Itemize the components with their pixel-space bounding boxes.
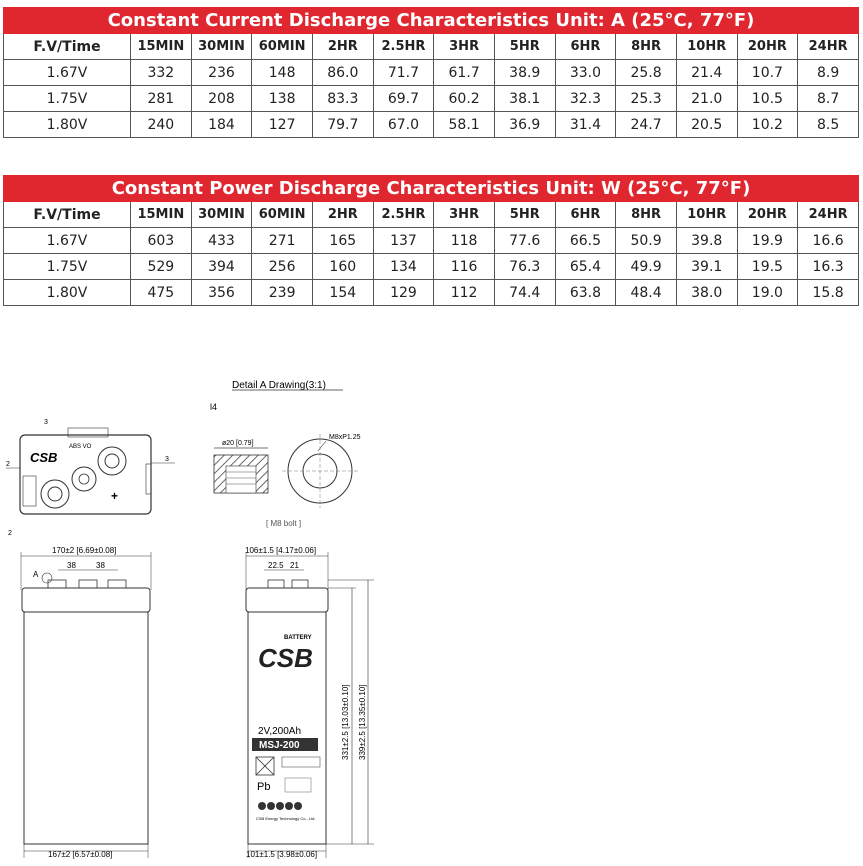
side-gap-1: 22.5 [268,561,284,570]
cell: 86.0 [312,60,373,86]
maker-label: CSB Energy Technology Co., Ltd. [256,816,316,821]
cell: 61.7 [434,60,495,86]
cell: 25.3 [616,86,677,112]
table-row [4,112,859,138]
cell: 20.5 [676,112,737,138]
cell: 77.6 [494,228,555,254]
rating-label: 2V,200Ah [258,726,302,737]
table-row [4,228,859,254]
top-dim-top: 3 [44,419,48,426]
cell: 1.67V [4,228,131,254]
top-view [6,419,175,537]
column-header: 3HR [434,34,495,60]
cell: 134 [373,254,434,280]
cell: 71.7 [373,60,434,86]
table-row [4,254,859,280]
cell: 21.0 [676,86,737,112]
column-header: F.V/Time [4,202,131,228]
cell: 1.80V [4,280,131,306]
column-header: 60MIN [252,202,313,228]
cell: 118 [434,228,495,254]
front-view [21,546,151,859]
cell: 129 [373,280,434,306]
front-ref-a: A [33,570,39,579]
column-header: 24HR [798,34,859,60]
power-discharge-table [3,175,859,306]
height-label-1: 331±2.5 [13.03±0.10] [341,684,350,760]
csb-logo-top: CSB [30,450,58,465]
column-header: 20HR [737,202,798,228]
side-width-top: 106±1.5 [4.17±0.06] [245,546,317,555]
header-row [4,34,859,60]
cell: 529 [131,254,192,280]
front-gap-2: 38 [96,561,105,570]
cell: 256 [252,254,313,280]
cell: 154 [312,280,373,306]
cell: 19.9 [737,228,798,254]
side-width-bottom: 101±1.5 [3.98±0.06] [246,850,318,859]
model-label: MSJ-200 [259,740,300,751]
cell: 332 [131,60,192,86]
top-dim-right: 3 [165,456,169,463]
column-header: 6HR [555,34,616,60]
column-header: 15MIN [131,34,192,60]
cell: 67.0 [373,112,434,138]
cell: 32.3 [555,86,616,112]
column-header: 15MIN [131,202,192,228]
column-header: 30MIN [191,202,252,228]
cell: 394 [191,254,252,280]
cell: 356 [191,280,252,306]
table-row [4,86,859,112]
thread-label: M8xP1.25 [329,434,361,441]
column-header: 2.5HR [373,202,434,228]
cell: 31.4 [555,112,616,138]
cell: 38.1 [494,86,555,112]
column-header: 24HR [798,202,859,228]
cell: 1.75V [4,254,131,280]
column-header: 10HR [676,34,737,60]
cell: 19.5 [737,254,798,280]
cell: 39.8 [676,228,737,254]
table-row [4,280,859,306]
front-width-top: 170±2 [6.69±0.08] [52,546,117,555]
column-header: 2HR [312,34,373,60]
top-dim-left: 2 [6,461,10,468]
side-view [245,546,374,859]
cell: 127 [252,112,313,138]
cell: 63.8 [555,280,616,306]
column-header: 8HR [616,202,677,228]
table-title: Constant Power Discharge Characteristics Unit: W (25°C, 77°F) [4,176,859,202]
cell: 137 [373,228,434,254]
pb-label: Pb [257,781,271,793]
cell: 10.2 [737,112,798,138]
cell: 83.3 [312,86,373,112]
column-header: 30MIN [191,34,252,60]
column-header: F.V/Time [4,34,131,60]
cell: 36.9 [494,112,555,138]
cell: 39.1 [676,254,737,280]
cell: 10.7 [737,60,798,86]
column-header: 6HR [555,202,616,228]
column-header: 8HR [616,34,677,60]
battery-word: BATTERY [284,635,312,641]
cell: 271 [252,228,313,254]
cell: 165 [312,228,373,254]
cell: 16.3 [798,254,859,280]
column-header: 10HR [676,202,737,228]
cell: 236 [191,60,252,86]
cell: 38.0 [676,280,737,306]
cell: 76.3 [494,254,555,280]
current-discharge-table [3,7,859,138]
cell: 16.6 [798,228,859,254]
cell: 8.5 [798,112,859,138]
cell: 74.4 [494,280,555,306]
bolt-side-view [214,440,268,493]
cell: 240 [131,112,192,138]
cell: 69.7 [373,86,434,112]
detail-ref: l4 [210,402,218,412]
certification-icons [282,757,320,767]
technical-drawing [0,360,863,866]
cell: 15.8 [798,280,859,306]
cell: 281 [131,86,192,112]
cell: 1.80V [4,112,131,138]
cell: 21.4 [676,60,737,86]
cell: 58.1 [434,112,495,138]
cell: 148 [252,60,313,86]
detail-title: Detail A Drawing(3:1) [232,380,326,391]
bolt-label: [ M8 bolt ] [266,519,302,528]
cell: 138 [252,86,313,112]
cell: 239 [252,280,313,306]
column-header: 5HR [494,34,555,60]
positive-terminal-icon: + [111,489,119,503]
side-gap-2: 21 [290,561,299,570]
cell: 60.2 [434,86,495,112]
recycle-icon [285,778,311,792]
table-title: Constant Current Discharge Characteristics Unit: A (25°C, 77°F) [4,8,859,34]
column-header: 3HR [434,202,495,228]
cell: 208 [191,86,252,112]
cell: 49.9 [616,254,677,280]
cell: 19.0 [737,280,798,306]
cell: 160 [312,254,373,280]
cell: 433 [191,228,252,254]
cell: 8.9 [798,60,859,86]
front-gap-1: 38 [67,561,76,570]
top-dim-bottom: 2 [8,530,12,537]
cell: 184 [191,112,252,138]
cell: 10.5 [737,86,798,112]
cell: 116 [434,254,495,280]
header-row [4,202,859,228]
top-mark-text: ABS VO [69,444,92,450]
cell: 25.8 [616,60,677,86]
height-label-2: 339±2.5 [13.35±0.10] [358,684,367,760]
bolt-end-view [282,434,361,508]
cell: 475 [131,280,192,306]
bolt-diameter-label: ø20 [0.79] [222,440,254,447]
cell: 603 [131,228,192,254]
warning-icons [258,802,302,810]
cell: 33.0 [555,60,616,86]
cell: 112 [434,280,495,306]
cell: 50.9 [616,228,677,254]
cell: 66.5 [555,228,616,254]
cell: 48.4 [616,280,677,306]
column-header: 2HR [312,202,373,228]
cell: 1.75V [4,86,131,112]
cell: 1.67V [4,60,131,86]
column-header: 60MIN [252,34,313,60]
column-header: 20HR [737,34,798,60]
brand-logo: CSB [258,643,313,673]
cell: 8.7 [798,86,859,112]
front-width-bottom: 167±2 [6.57±0.08] [48,850,113,859]
cell: 38.9 [494,60,555,86]
column-header: 5HR [494,202,555,228]
cell: 24.7 [616,112,677,138]
cell: 79.7 [312,112,373,138]
cell: 65.4 [555,254,616,280]
table-row [4,60,859,86]
column-header: 2.5HR [373,34,434,60]
